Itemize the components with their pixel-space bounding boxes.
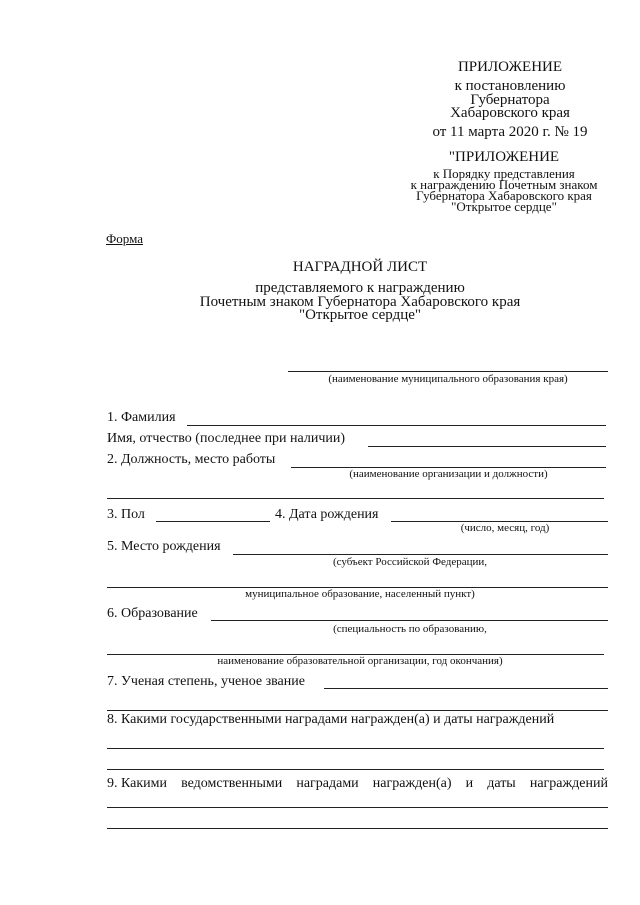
departmental-awards-line-2 <box>107 828 608 829</box>
state-awards-line <box>107 748 604 749</box>
header-line3: "Открытое сердце" <box>298 307 422 323</box>
appendix-line1: к постановлению <box>454 78 566 94</box>
education-caption: (специальность по образованию, <box>333 623 487 635</box>
document-title: НАГРАДНОЙ ЛИСТ <box>292 259 428 275</box>
field-degree-label: 7. Ученая степень, ученое звание <box>107 674 305 689</box>
surname-line <box>187 425 606 426</box>
departmental-awards-word: 9. Какими <box>107 776 168 791</box>
appendix2-line1: к Порядку представления <box>433 166 575 181</box>
appendix2-line4: "Открытое сердце" <box>451 199 557 214</box>
appendix2-line2: к награждению Почетным знаком <box>410 177 598 192</box>
appendix2-title: "ПРИЛОЖЕНИЕ <box>448 149 560 165</box>
sex-line <box>156 521 270 522</box>
form-label: Форма <box>106 231 143 246</box>
appendix-line2: Губернатора <box>470 92 550 108</box>
departmental-awards-word: награждений <box>529 776 608 791</box>
field-sex-label: 3. Пол <box>107 507 145 522</box>
birthdate-caption: (число, месяц, год) <box>460 522 550 534</box>
field-surname-label: 1. Фамилия <box>107 410 176 425</box>
appendix-line4: от 11 марта 2020 г. № 19 <box>432 124 588 140</box>
appendix-line3: Хабаровского края <box>450 105 570 121</box>
state-awards-line-2 <box>107 769 604 770</box>
field-departmental-awards-label <box>107 776 608 792</box>
header-line1: представляемого к награждению <box>255 280 465 296</box>
birthplace-caption-2: муниципальное образование, населенный пункт) <box>245 588 475 600</box>
position-line-2 <box>107 498 604 499</box>
education-caption-2: наименование образовательной организации, год окончания) <box>217 655 503 667</box>
position-caption: (наименование организации и должности) <box>349 468 548 480</box>
field-name-label: Имя, отчество (последнее при наличии) <box>107 431 346 446</box>
header-line2: Почетным знаком Губернатора Хабаровского края <box>199 294 521 310</box>
degree-line-2 <box>107 710 608 711</box>
field-birthplace-label: 5. Место рождения <box>107 539 221 554</box>
appendix2-line3: Губернатора Хабаровского края <box>416 188 592 203</box>
field-education-label: 6. Образование <box>107 606 198 621</box>
name-line <box>368 446 606 447</box>
departmental-awards-word: ведомственными <box>181 776 283 791</box>
departmental-awards-word: и <box>465 776 474 791</box>
field-state-awards-label: 8. Какими государственными наградами награжден(а) и даты награждений <box>107 712 555 727</box>
field-position-label: 2. Должность, место работы <box>107 452 276 467</box>
departmental-awards-word: даты <box>487 776 516 791</box>
birthplace-line <box>233 554 608 555</box>
birthplace-caption: (субъект Российской Федерации, <box>332 556 488 568</box>
municipality-caption: (наименование муниципального образования края) <box>328 373 568 385</box>
education-line <box>211 620 608 621</box>
departmental-awards-word: наградами <box>296 776 359 791</box>
field-birthdate-label: 4. Дата рождения <box>275 507 379 522</box>
appendix-title: ПРИЛОЖЕНИЕ <box>457 59 563 75</box>
departmental-awards-word: награжден(а) <box>372 776 452 791</box>
departmental-awards-line <box>107 807 608 808</box>
degree-line <box>324 688 608 689</box>
municipality-line <box>288 371 608 372</box>
